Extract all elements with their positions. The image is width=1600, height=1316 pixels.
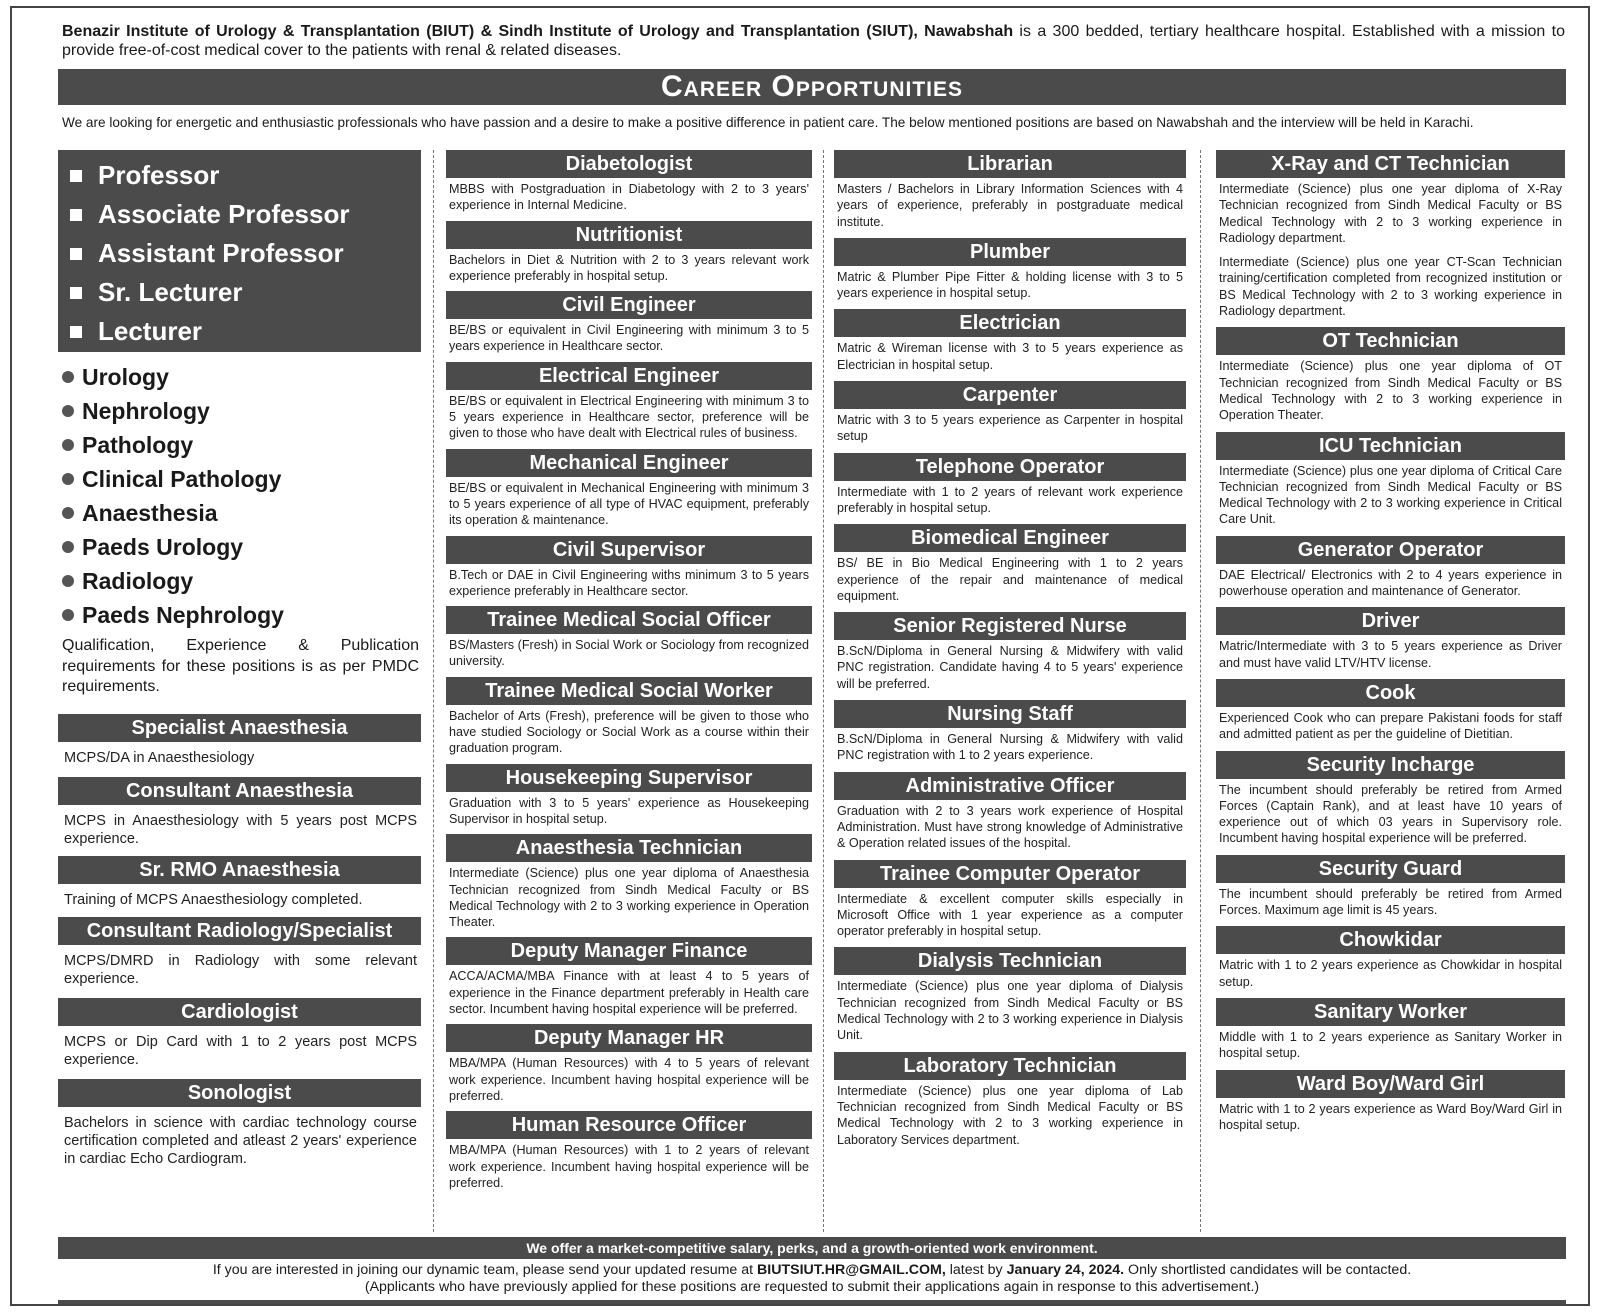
job-block: [834, 860, 1186, 940]
department-label: Urology: [82, 364, 169, 390]
job-title: Senior Registered Nurse: [834, 612, 1186, 640]
square-bullet-icon: [70, 248, 82, 260]
job-title: X-Ray and CT Technician: [1216, 150, 1565, 178]
job-description: Masters / Bachelors in Library Information Sciences with 4 years of experience, preferably in postgraduate medical institute.: [837, 182, 1183, 229]
job-title: Anaesthesia Technician: [446, 834, 812, 862]
department-item: [58, 598, 421, 632]
job-block: [834, 772, 1186, 852]
department-item: [58, 360, 421, 394]
apply-text: If you are interested in joining our dynamic team, please send your updated resume at: [212, 1262, 758, 1278]
column-divider: [433, 150, 434, 1232]
job-description: Matric/Intermediate with 3 to 5 years experience as Driver and must have valid LTV/HTV license.: [1219, 639, 1562, 670]
job-description: Experienced Cook who can prepare Pakistani foods for staff and admitted patient as per the guideline of Dietitian.: [1219, 710, 1562, 742]
job-description: Intermediate (Science) plus one year CT-Scan Technician training/certification completed from recognized institution or BS Medical Technology with 2 to 3 working experience in Radiology department.: [1219, 255, 1562, 319]
job-block: [1216, 432, 1565, 528]
job-block: [1216, 679, 1565, 743]
job-title: ICU Technician: [1216, 432, 1565, 460]
square-bullet-icon: [70, 287, 82, 299]
job-title: Security Guard: [1216, 855, 1565, 883]
job-description: Middle with 1 to 2 years experience as Sanitary Worker in hospital setup.: [1219, 1029, 1562, 1061]
job-title: Ward Boy/Ward Girl: [1216, 1070, 1565, 1098]
job-description: B.ScN/Diploma in General Nursing & Midwifery with valid PNC registration. Candidate having 4 to 5 years' experience will be preferred.: [837, 644, 1183, 691]
square-bullet-icon: [70, 170, 82, 182]
round-bullet-icon: [62, 507, 74, 519]
job-description: MBA/MPA (Human Resources) with 1 to 2 years of relevant work experience. Incumbent having hospital experience will be preferred.: [449, 1143, 809, 1190]
job-description: Matric with 1 to 2 years experience as Ward Boy/Ward Girl in hospital setup.: [1219, 1101, 1562, 1132]
job-block: [446, 764, 812, 828]
job-title: Carpenter: [834, 381, 1186, 409]
job-description: B.ScN/Diploma in General Nursing & Midwifery with valid PNC registration with 1 to 2 years experience.: [837, 732, 1183, 763]
job-block: [834, 238, 1186, 302]
career-banner: Career Opportunities: [58, 69, 1566, 105]
job-title: Trainee Computer Operator: [834, 860, 1186, 888]
job-block: [1216, 150, 1565, 319]
job-title: Laboratory Technician: [834, 1052, 1186, 1080]
job-title: Trainee Medical Social Worker: [446, 677, 812, 705]
job-description: MBBS with Postgraduation in Diabetology with 2 to 3 years' experience in Internal Medicine.: [449, 182, 809, 213]
job-title: OT Technician: [1216, 327, 1565, 355]
faculty-item: [68, 273, 411, 312]
job-title: Chowkidar: [1216, 926, 1565, 954]
column-1: [58, 150, 421, 1168]
column-divider: [1200, 150, 1201, 1232]
job-block: [834, 150, 1186, 230]
round-bullet-icon: [62, 575, 74, 587]
job-title: Deputy Manager HR: [446, 1024, 812, 1052]
faculty-item: [68, 234, 411, 273]
job-block: [834, 453, 1186, 517]
department-item: [58, 428, 421, 462]
apply-email[interactable]: BIUTSIUT.HR@GMAIL.COM,: [757, 1262, 946, 1278]
job-block: [446, 937, 812, 1017]
job-description: MCPS/DMRD in Radiology with some relevant experience.: [64, 952, 417, 987]
job-description: BE/BS or equivalent in Mechanical Engineering with minimum 3 to 5 years experience of all type of HVAC equipment, preferably its operation & maintenance.: [449, 480, 809, 528]
job-block: [834, 309, 1186, 373]
job-title: Administrative Officer: [834, 772, 1186, 800]
job-description: Matric with 3 to 5 years experience as Carpenter in hospital setup: [837, 413, 1183, 444]
job-block: [446, 1111, 812, 1191]
column-2: [446, 150, 812, 1191]
square-bullet-icon: [70, 326, 82, 338]
job-title: Diabetologist: [446, 150, 812, 178]
job-title: Driver: [1216, 607, 1565, 635]
job-title: Dialysis Technician: [834, 947, 1186, 975]
job-block: [446, 221, 812, 285]
job-title: Sr. RMO Anaesthesia: [58, 856, 421, 884]
job-description: Intermediate (Science) plus one year diploma of Dialysis Technician recognized from Sindh Medical Faculty or BS Medical Technology with 2 to 3 working experience in Dialysis Unit.: [837, 979, 1183, 1043]
department-label: Paeds Nephrology: [82, 602, 284, 628]
department-label: Anaesthesia: [82, 500, 218, 526]
department-item: [58, 462, 421, 496]
job-title: Nursing Staff: [834, 700, 1186, 728]
column-3: [834, 150, 1186, 1148]
round-bullet-icon: [62, 473, 74, 485]
job-description: BE/BS or equivalent in Electrical Engineering with minimum 3 to 5 years experience in Healthcare sector, preference will be given to those who have dealt with Electrical rules of business.: [449, 393, 809, 441]
job-block: [834, 947, 1186, 1043]
job-block: [446, 677, 812, 757]
department-label: Clinical Pathology: [82, 466, 282, 492]
job-description: Intermediate (Science) plus one year diploma of OT Technician recognized from Sindh Medical Faculty or BS Medical Technology with 2 to 3 working experience in Operation Theater.: [1219, 359, 1562, 423]
job-title: Specialist Anaesthesia: [58, 714, 421, 742]
job-description: Intermediate (Science) plus one year diploma of Anaesthesia Technician recognized from Sindh Medical Faculty or BS Medical Technology with 2 to 3 working experience in Operation Theater.: [449, 866, 809, 930]
job-description: Bachelors in science with cardiac technology course certification completed and atleast 2 years' experience in cardiac Echo Cardiogram.: [64, 1114, 417, 1167]
department-label: Radiology: [82, 568, 194, 594]
column-4: [1216, 150, 1565, 1133]
job-title: Sanitary Worker: [1216, 998, 1565, 1026]
job-title: Security Incharge: [1216, 751, 1565, 779]
job-block: [834, 381, 1186, 445]
job-block: [446, 536, 812, 600]
department-item: [58, 496, 421, 530]
department-label: Paeds Urology: [82, 534, 244, 560]
faculty-label: Associate Professor: [98, 199, 350, 229]
job-title: Plumber: [834, 238, 1186, 266]
job-title: Civil Supervisor: [446, 536, 812, 564]
job-description: Graduation with 2 to 3 years work experience of Hospital Administration. Must have strong knowledge of Administrative & Operation related issues of the hospital.: [837, 803, 1183, 851]
job-description: Intermediate (Science) plus one year diploma of Critical Care Technician recognized from Sindh Medical Faculty or BS Medical Technology with 2 to 3 working experience in Critical Care Unit.: [1219, 463, 1562, 527]
job-block: [1216, 536, 1565, 600]
job-block: [834, 612, 1186, 692]
job-block: [1216, 607, 1565, 671]
faculty-label: Lecturer: [98, 316, 203, 346]
job-title: Cook: [1216, 679, 1565, 707]
job-description: MBA/MPA (Human Resources) with 4 to 5 years of relevant work experience. Incumbent having hospital experience will be preferred.: [449, 1056, 809, 1103]
round-bullet-icon: [62, 405, 74, 417]
job-block: [446, 449, 812, 529]
apply-line: [58, 1262, 1566, 1279]
job-block: [1216, 926, 1565, 990]
job-description: BS/ BE in Bio Medical Engineering with 1 to 2 years experience of the repair and maintenance of medical equipment.: [837, 556, 1183, 603]
job-block: [446, 834, 812, 930]
job-block: [446, 150, 812, 214]
department-list: [58, 360, 421, 632]
job-block: [58, 777, 421, 848]
job-description: The incumbent should preferably be retired from Armed Forces (Captain Rank), and at least have 10 years of experience out of which 03 years in Supervisory role. Incumbent having hospital experience will be preferred.: [1219, 782, 1562, 846]
job-title: Human Resource Officer: [446, 1111, 812, 1139]
job-title: Housekeeping Supervisor: [446, 764, 812, 792]
job-block: [834, 1052, 1186, 1148]
job-block: [834, 700, 1186, 764]
job-title: Sonologist: [58, 1079, 421, 1107]
department-item: [58, 564, 421, 598]
job-block: [58, 1079, 421, 1168]
faculty-label: Professor: [98, 160, 220, 190]
job-block: [446, 291, 812, 355]
apply-deadline: January 24, 2024.: [1006, 1262, 1125, 1278]
job-description: MCPS in Anaesthesiology with 5 years post MCPS experience.: [64, 812, 417, 847]
job-title: Mechanical Engineer: [446, 449, 812, 477]
job-block: [446, 606, 812, 670]
job-block: [58, 917, 421, 988]
offer-banner: We offer a market-competitive salary, perks, and a growth-oriented work environment.: [58, 1237, 1566, 1259]
faculty-label: Sr. Lecturer: [98, 277, 243, 307]
job-title: Telephone Operator: [834, 453, 1186, 481]
job-description: Intermediate (Science) plus one year diploma of X-Ray Technician recognized from Sindh Medical Faculty or BS Medical Technology with 2 to 3 working experience in Radiology department.: [1219, 182, 1562, 245]
job-description: BS/Masters (Fresh) in Social Work or Sociology from recognized university.: [449, 638, 809, 669]
faculty-box: [58, 150, 421, 352]
intro-text: is a 300 bedded, tertiary healthcare hospital. Established with a mission to provide free-of-cost medical cover to the patients with renal & related diseases.: [62, 23, 1565, 59]
job-title: Biomedical Engineer: [834, 524, 1186, 552]
faculty-label: Assistant Professor: [98, 238, 344, 268]
job-description: Training of MCPS Anaesthesiology completed.: [64, 891, 363, 908]
department-label: Pathology: [82, 432, 194, 458]
job-title: Librarian: [834, 150, 1186, 178]
column-divider: [823, 150, 824, 1232]
job-description: Intermediate (Science) plus one year diploma of Lab Technician recognized from Sindh Medical Faculty or BS Medical Technology with 2 to 3 working experience in Laboratory Services department.: [837, 1083, 1183, 1147]
apply-text: Only shortlisted candidates will be contacted.: [1124, 1262, 1412, 1278]
job-title: Consultant Radiology/Specialist: [58, 917, 421, 945]
job-description: Intermediate & excellent computer skills especially in Microsoft Office with 1 year experience as a computer operator preferably in hospital setup.: [837, 891, 1183, 939]
faculty-note: Qualification, Experience & Publication requirements for these positions is as per PMDC requirements.: [62, 637, 419, 695]
apply-note: (Applicants who have previously applied for these positions are requested to submit their applications again in response to this advertisement.): [364, 1279, 1260, 1295]
job-title: Electrical Engineer: [446, 362, 812, 390]
job-description: MCPS/DA in Anaesthesiology: [64, 749, 255, 766]
job-block: [1216, 998, 1565, 1062]
square-bullet-icon: [70, 209, 82, 221]
job-title: Trainee Medical Social Officer: [446, 606, 812, 634]
job-block: [834, 524, 1186, 604]
job-block: [1216, 327, 1565, 423]
job-description: Matric with 1 to 2 years experience as Chowkidar in hospital setup.: [1219, 958, 1562, 989]
job-block: [1216, 1070, 1565, 1134]
intro-subline: We are looking for energetic and enthusiastic professionals who have passion and a desire to make a positive difference in patient care. The below mentioned positions are based on Nawabshah and the interview will be held in Karachi.: [62, 115, 1474, 130]
round-bullet-icon: [62, 371, 74, 383]
job-title: Consultant Anaesthesia: [58, 777, 421, 805]
faculty-item: [68, 312, 411, 351]
round-bullet-icon: [62, 541, 74, 553]
faculty-item: [68, 156, 411, 195]
department-label: Nephrology: [82, 398, 210, 424]
apply-instructions: [58, 1262, 1566, 1296]
job-description: B.Tech or DAE in Civil Engineering withs minimum 3 to 5 years experience preferably in Healthcare sector.: [449, 567, 809, 598]
job-title: Deputy Manager Finance: [446, 937, 812, 965]
department-item: [58, 394, 421, 428]
bottom-rule: [58, 1300, 1566, 1304]
faculty-item: [68, 195, 411, 234]
intro-paragraph: [62, 22, 1565, 60]
job-description: The incumbent should preferably be retired from Armed Forces. Maximum age limit is 45 years.: [1219, 886, 1562, 918]
job-description: Graduation with 3 to 5 years' experience as Housekeeping Supervisor in hospital setup.: [449, 795, 809, 826]
job-title: Civil Engineer: [446, 291, 812, 319]
job-description: BE/BS or equivalent in Civil Engineering with minimum 3 to 5 years experience in Healthcare sector.: [449, 323, 809, 354]
department-item: [58, 530, 421, 564]
job-title: Generator Operator: [1216, 536, 1565, 564]
round-bullet-icon: [62, 439, 74, 451]
job-block: [58, 998, 421, 1069]
job-description: Bachelors in Diet & Nutrition with 2 to 3 years relevant work experience preferably in hospital setup.: [449, 252, 809, 283]
round-bullet-icon: [62, 609, 74, 621]
job-description: Bachelor of Arts (Fresh), preference will be given to those who have studied Sociology or Social Work as a course within their graduation program.: [449, 708, 809, 756]
job-description: Intermediate with 1 to 2 years of relevant work experience preferably in hospital setup.: [837, 484, 1183, 515]
intro-org: Benazir Institute of Urology & Transplantation (BIUT) & Sindh Institute of Urology and Transplantation (SIUT), Nawabshah: [62, 23, 1014, 40]
job-block: [58, 856, 421, 909]
apply-text: latest by: [945, 1262, 1007, 1278]
job-description: ACCA/ACMA/MBA Finance with at least 4 to 5 years of experience in the Finance department preferably in Health care sector. Incumbent having hospital experience will be preferred.: [449, 969, 809, 1017]
job-block: [446, 362, 812, 442]
job-description: Matric & Wireman license with 3 to 5 years experience as Electrician in hospital setup.: [837, 341, 1183, 372]
job-block: [58, 714, 421, 767]
job-block: [1216, 855, 1565, 919]
job-description: DAE Electrical/ Electronics with 2 to 4 years experience in powerhouse operation and maintenance of Generator.: [1219, 567, 1562, 599]
job-description: MCPS or Dip Card with 1 to 2 years post MCPS experience.: [64, 1033, 417, 1068]
job-block: [446, 1024, 812, 1104]
job-block: [1216, 751, 1565, 847]
job-title: Electrician: [834, 309, 1186, 337]
job-title: Nutritionist: [446, 221, 812, 249]
job-title: Cardiologist: [58, 998, 421, 1026]
job-description: Matric & Plumber Pipe Fitter & holding license with 3 to 5 years experience in hospital setup.: [837, 269, 1183, 301]
